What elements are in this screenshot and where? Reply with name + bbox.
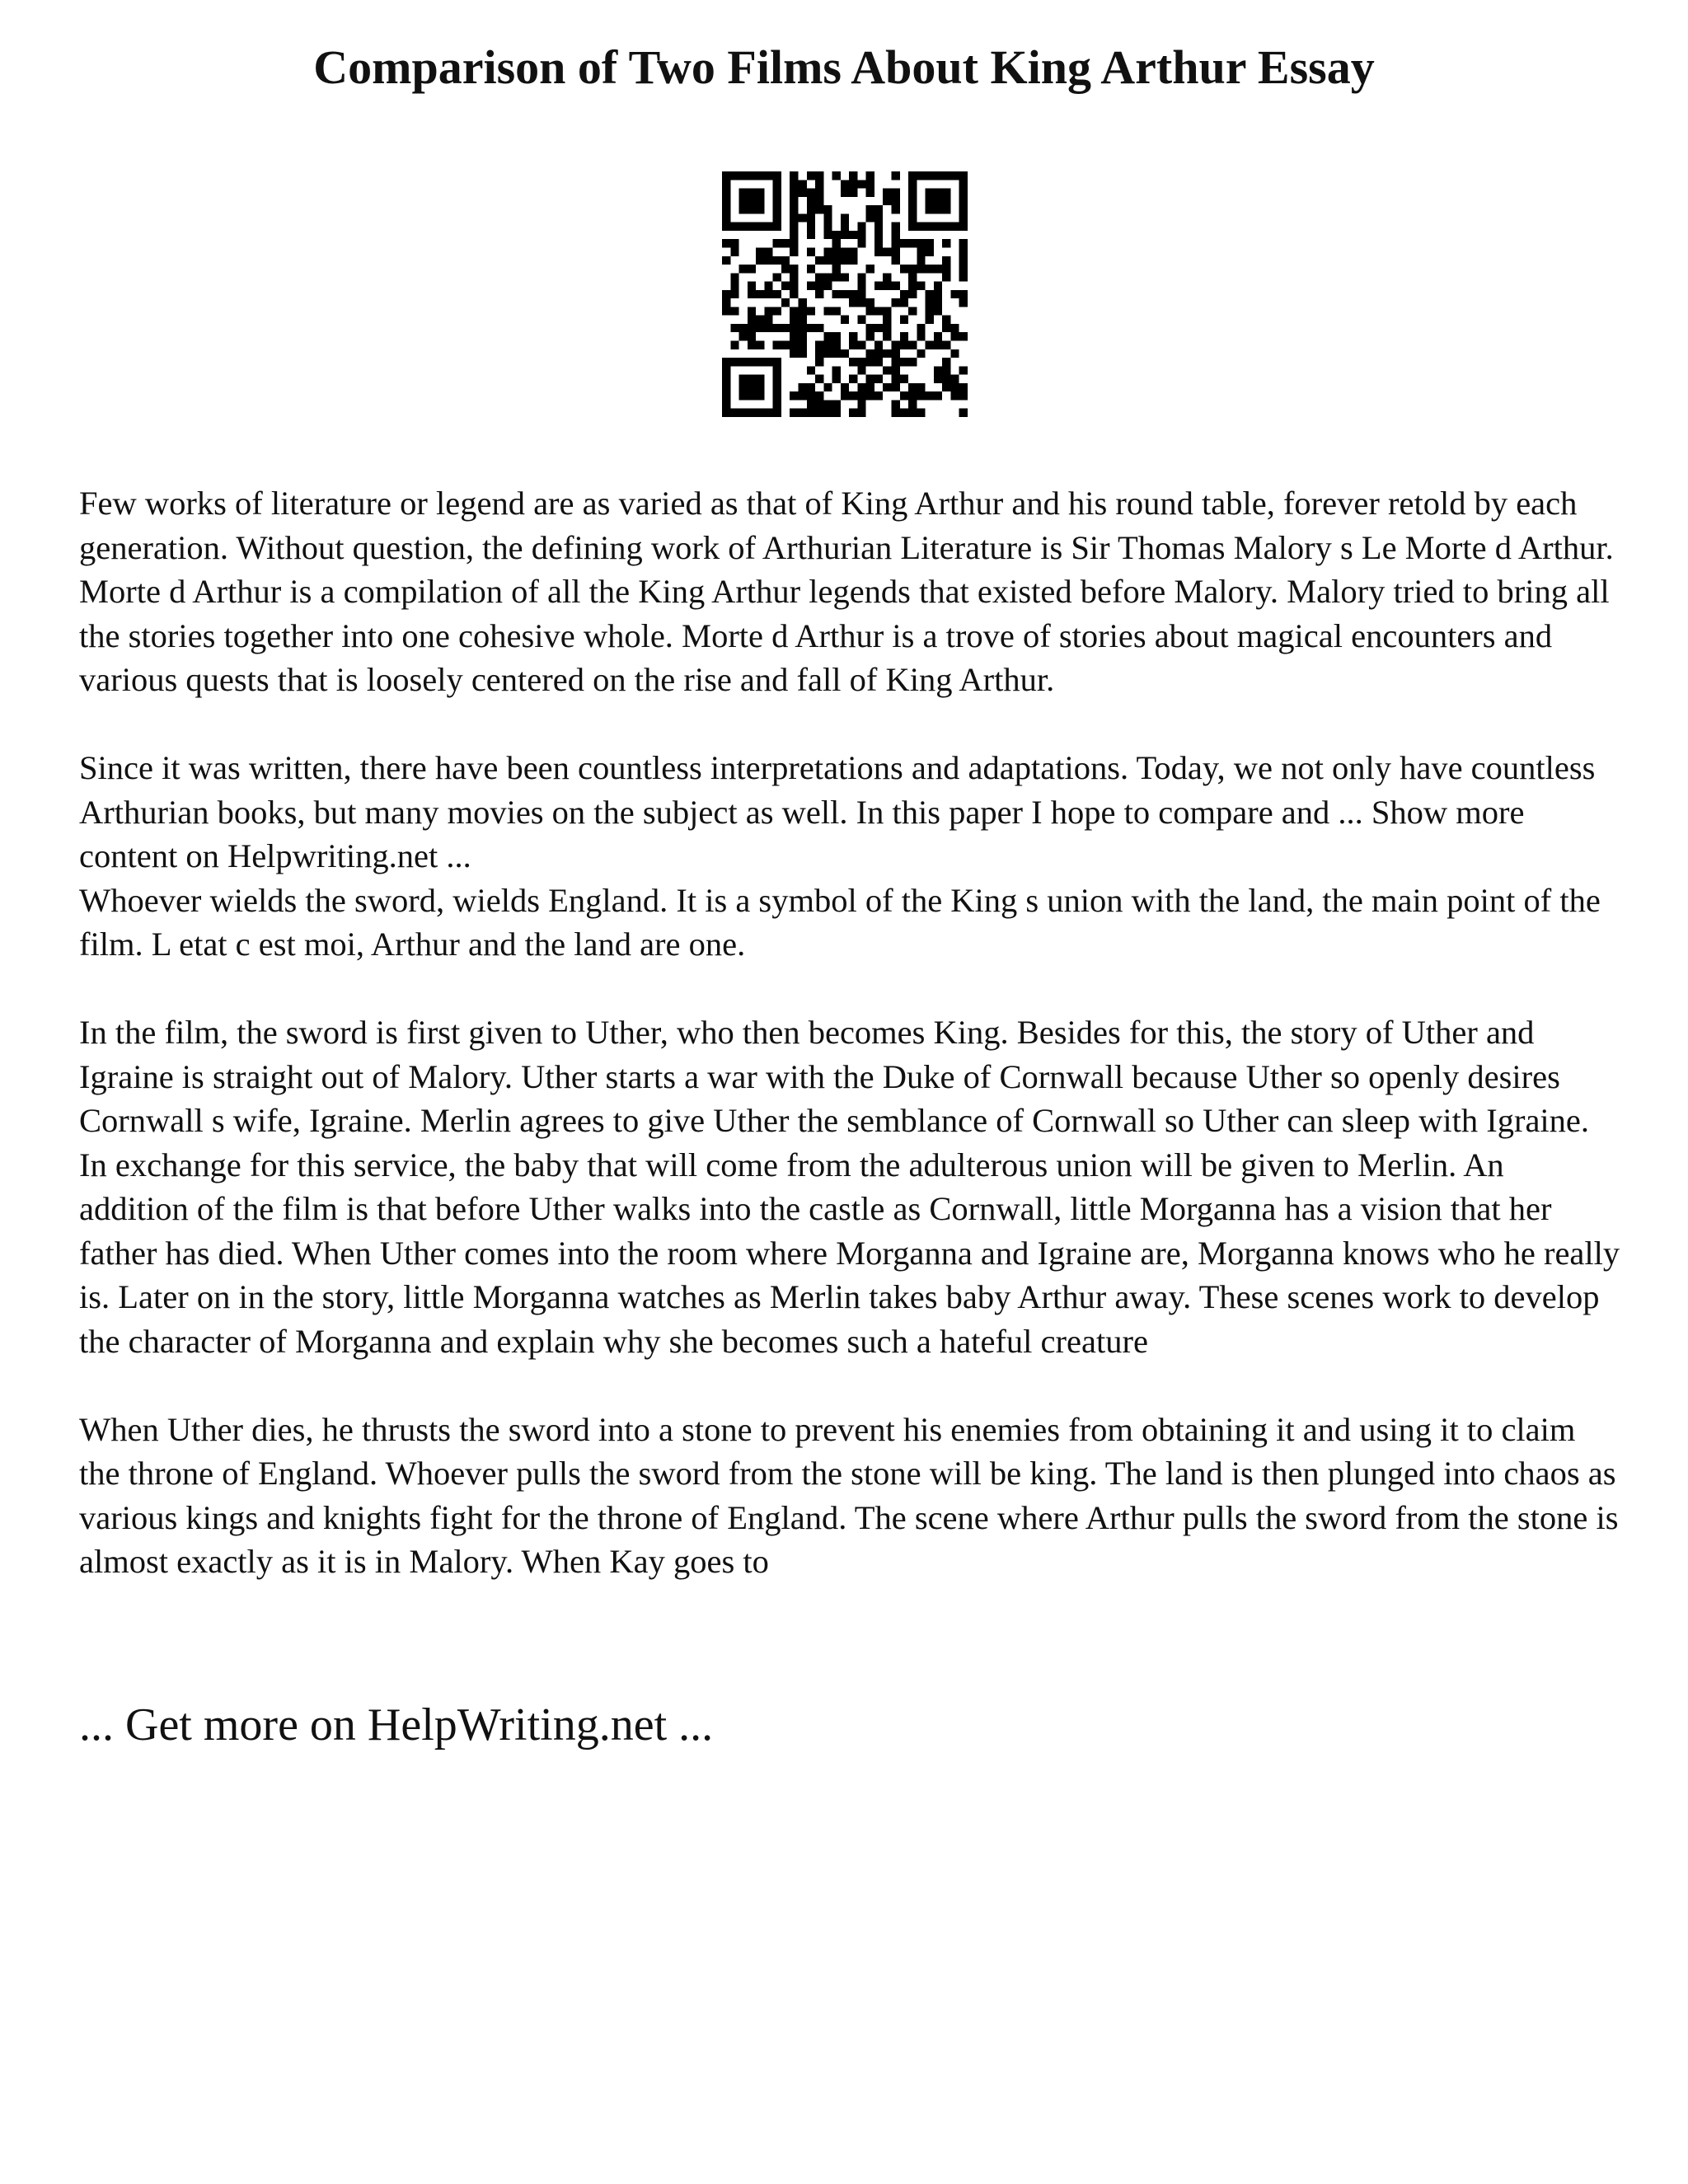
document-title: Comparison of Two Films About King Arthur Essay	[313, 40, 1375, 94]
paragraph: When Uther dies, he thrusts the sword into a stone to prevent his enemies from obtaining it and using it to claim the throne of England. Whoever pulls the sword from the stone will be king. The land is then plunged into chaos as various kings and knights fight for the throne of England. The scene where Arthur pulls the sword from the stone is almost exactly as it is in Malory. When Kay goes to	[79, 1410, 1619, 1580]
paragraph: Since it was written, there have been countless interpretations and adaptations. Today, we not only have countless Arthurian books, but many movies on the subject as well. In this paper I hope to compare and ... Show more content on Helpwriting.net ...	[79, 749, 1596, 874]
paragraph: Few works of literature or legend are as varied as that of King Arthur and his round table, forever retold by each generation. Without question, the defining work of Arthurian Literature is Sir Thomas Malory s Le Morte d Arthur. Morte d Arthur is a compilation of all the King Arthur legends that existed before Malory. Malory tried to bring all the stories together into one cohesive whole. Morte d Arthur is a trove of stories about magical encounters and various quests that is loosely centered on the rise and fall of King Arthur.	[79, 485, 1614, 698]
qr-code-icon[interactable]	[722, 171, 968, 417]
essay-body	[79, 481, 1620, 1628]
get-more-link[interactable]: ... Get more on HelpWriting.net ...	[79, 1699, 714, 1750]
paragraph: Whoever wields the sword, wields England. It is a symbol of the King s union with the land, the main point of the film. L etat c est moi, Arthur and the land are one.	[79, 881, 1601, 963]
paragraph: In the film, the sword is first given to Uther, who then becomes King. Besides for this, the story of Uther and Igraine is straight out of Malory. Uther starts a war with the Duke of Cornwall because Uther so openly desires Cornwall s wife, Igraine. Merlin agrees to give Uther the semblance of Cornwall so Uther can sleep with Igraine. In exchange for this service, the baby that will come from the adulterous union will be given to Merlin. An addition of the film is that before Uther walks into the castle as Cornwall, little Morganna has a vision that her father has died. When Uther comes into the room where Morganna and Igraine are, Morganna knows who he really is. Later on in the story, little Morganna watches as Merlin takes baby Arthur away. These scenes work to develop the character of Morganna and explain why she becomes such a hateful creature	[79, 1014, 1620, 1360]
